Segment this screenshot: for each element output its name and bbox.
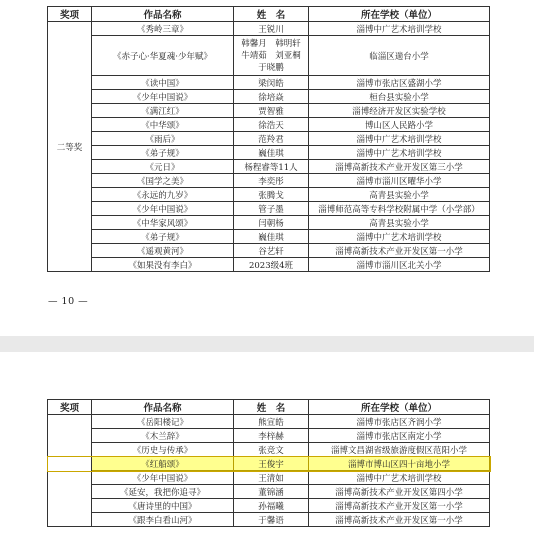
school-cell: 淄博市淄川区北关小学 [309, 258, 490, 272]
school-cell: 淄博中广艺术培训学校 [309, 22, 490, 36]
table-row [48, 429, 490, 443]
table-row [48, 36, 490, 76]
school-cell: 淄博市张店区齐润小学 [309, 415, 490, 429]
student-name-cell [234, 160, 309, 174]
school-cell: 淄博中广艺术培训学校 [309, 132, 490, 146]
work-title-cell: 《中华颂》 [92, 118, 234, 132]
student-name: 王锐川 [258, 24, 284, 35]
table-row [48, 118, 490, 132]
document-page-bottom [0, 352, 534, 533]
table-row [48, 90, 490, 104]
table-row [48, 188, 490, 202]
student-name-cell [234, 415, 309, 429]
student-name-cell [234, 499, 309, 513]
work-title-cell: 《弟子规》 [92, 230, 234, 244]
student-name-cell [234, 202, 309, 216]
table-row [48, 443, 490, 457]
work-title-cell: 《延安，我把你追寻》 [92, 485, 234, 499]
student-name: 徐培焱 [258, 92, 284, 103]
school-cell: 临淄区遄台小学 [309, 36, 490, 76]
work-title-cell: 《岳阳楼记》 [92, 415, 234, 429]
table-row [48, 132, 490, 146]
school-cell: 淄博市张店区南定小学 [309, 429, 490, 443]
student-name: 董锦涵 [258, 487, 284, 498]
student-name-cell [234, 485, 309, 499]
school-cell: 淄博市淄川区曜华小学 [309, 174, 490, 188]
student-name-cell [234, 146, 309, 160]
student-name: 熊宣皓 [258, 417, 284, 428]
student-name-cell [234, 244, 309, 258]
school-cell: 淄博经济开发区实验学校 [309, 104, 490, 118]
page-number: — 10 — [48, 296, 89, 307]
student-name: 孙福曦 [258, 501, 284, 512]
table-row [48, 258, 490, 272]
header-name: 姓 名 [234, 7, 309, 22]
student-name: 于馨语 [258, 515, 284, 526]
table-row [48, 415, 490, 429]
work-title-cell: 《元日》 [92, 160, 234, 174]
school-cell: 淄博高新技术产业开发区第三小学 [309, 160, 490, 174]
work-title-cell: 《跟李白看山河》 [92, 513, 234, 527]
student-name-cell [234, 104, 309, 118]
student-name: 李梓赫 [258, 431, 284, 442]
table-row [48, 230, 490, 244]
table-row [48, 202, 490, 216]
work-title-cell: 《永远的九岁》 [92, 188, 234, 202]
header-name: 姓 名 [234, 400, 309, 415]
header-work: 作品名称 [92, 7, 234, 22]
student-name-cell [234, 230, 309, 244]
student-name-cell [234, 36, 309, 76]
table-row [48, 513, 490, 527]
student-name: 李奕彤 [258, 176, 284, 187]
work-title-cell: 《木兰辞》 [92, 429, 234, 443]
student-name: 闫朝杨 [258, 218, 284, 229]
student-name: 牛靖茹 刘亚桐 [241, 50, 301, 61]
work-title-cell: 《少年中国说》 [92, 90, 234, 104]
header-award: 奖项 [48, 7, 92, 22]
school-cell: 高青县实验小学 [309, 216, 490, 230]
student-name: 杨程睿等11人 [244, 162, 298, 173]
header-work: 作品名称 [92, 400, 234, 415]
school-cell: 淄博中广艺术培训学校 [309, 146, 490, 160]
student-name: 谷艺轩 [258, 246, 284, 257]
student-name-cell [234, 76, 309, 90]
work-title-cell: 《遥观黄河》 [92, 244, 234, 258]
school-cell: 淄博市博山区四十亩地小学 [309, 457, 490, 471]
student-name: 2023级4班 [248, 260, 294, 271]
student-name: 徐浩天 [258, 120, 284, 131]
table-row [48, 244, 490, 258]
student-name: 巍佳琪 [258, 232, 284, 243]
work-title-cell: 《如果没有李白》 [92, 258, 234, 272]
student-name: 范羚君 [258, 134, 284, 145]
student-name: 张腾戈 [258, 190, 284, 201]
work-title-cell: 《秀岭三章》 [92, 22, 234, 36]
student-name-cell [234, 216, 309, 230]
student-name: 王清如 [258, 473, 284, 484]
table-row [48, 104, 490, 118]
student-name: 贾智雅 [258, 106, 284, 117]
student-name-cell [234, 258, 309, 272]
table-header-row [48, 7, 490, 22]
school-cell: 博山区人民路小学 [309, 118, 490, 132]
school-cell: 淄博师范高等专科学校附属中学（小学部） [309, 202, 490, 216]
work-title-cell: 《读中国》 [92, 76, 234, 90]
work-title-cell: 《唐诗里的中国》 [92, 499, 234, 513]
table-row [48, 76, 490, 90]
table-row [48, 174, 490, 188]
school-cell: 淄博高新技术产业开发区第一小学 [309, 244, 490, 258]
table-row [48, 471, 490, 485]
work-title-cell: 《赤子心·华夏魂·少年赋》 [92, 36, 234, 76]
student-name: 张竞文 [258, 445, 284, 456]
student-name-cell [234, 188, 309, 202]
student-name-cell [234, 90, 309, 104]
header-school: 所在学校（单位） [309, 7, 490, 22]
student-name-cell [234, 513, 309, 527]
award-level-cell: 二等奖 [48, 22, 92, 272]
table-row [48, 457, 490, 471]
student-name: 于晓鹏 [258, 62, 284, 73]
student-name-cell [234, 443, 309, 457]
page-separator [0, 336, 534, 352]
school-cell: 淄博中广艺术培训学校 [309, 471, 490, 485]
student-name: 韩馨月 韩明轩 [241, 38, 301, 49]
header-award: 奖项 [48, 400, 92, 415]
work-title-cell: 《满江红》 [92, 104, 234, 118]
work-title-cell: 《雨后》 [92, 132, 234, 146]
school-cell: 高青县实验小学 [309, 188, 490, 202]
table-row [48, 216, 490, 230]
work-title-cell: 《少年中国说》 [92, 471, 234, 485]
student-name-cell [234, 118, 309, 132]
work-title-cell: 《红船颂》 [92, 457, 234, 471]
student-name: 梁闵皓 [258, 78, 284, 89]
table-row [48, 146, 490, 160]
awards-table-bottom [47, 399, 490, 527]
table-row [48, 485, 490, 499]
work-title-cell: 《历史与传承》 [92, 443, 234, 457]
table-row [48, 160, 490, 174]
student-name-cell [234, 132, 309, 146]
work-title-cell: 《国学之美》 [92, 174, 234, 188]
school-cell: 淄博高新技术产业开发区第一小学 [309, 513, 490, 527]
table-row [48, 22, 490, 36]
work-title-cell: 《弟子规》 [92, 146, 234, 160]
work-title-cell: 《少年中国说》 [92, 202, 234, 216]
school-cell: 桓台县实验小学 [309, 90, 490, 104]
student-name-cell [234, 457, 309, 471]
student-name: 巍佳琪 [258, 148, 284, 159]
school-cell: 淄博高新技术产业开发区第一小学 [309, 499, 490, 513]
school-cell: 淄博文昌湖省级旅游度假区范阳小学 [309, 443, 490, 457]
school-cell: 淄博市张店区盛湖小学 [309, 76, 490, 90]
student-name: 王俊宇 [258, 459, 284, 470]
student-name-cell [234, 174, 309, 188]
student-name-cell [234, 22, 309, 36]
table-header-row [48, 400, 490, 415]
awards-table-top [47, 6, 490, 272]
student-name-cell [234, 429, 309, 443]
school-cell: 淄博中广艺术培训学校 [309, 230, 490, 244]
award-level-cell [48, 415, 92, 527]
school-cell: 淄博高新技术产业开发区第四小学 [309, 485, 490, 499]
work-title-cell: 《中华家风颂》 [92, 216, 234, 230]
student-name: 管子墨 [258, 204, 284, 215]
student-name-cell [234, 471, 309, 485]
table-row [48, 499, 490, 513]
header-school: 所在学校（单位） [309, 400, 490, 415]
